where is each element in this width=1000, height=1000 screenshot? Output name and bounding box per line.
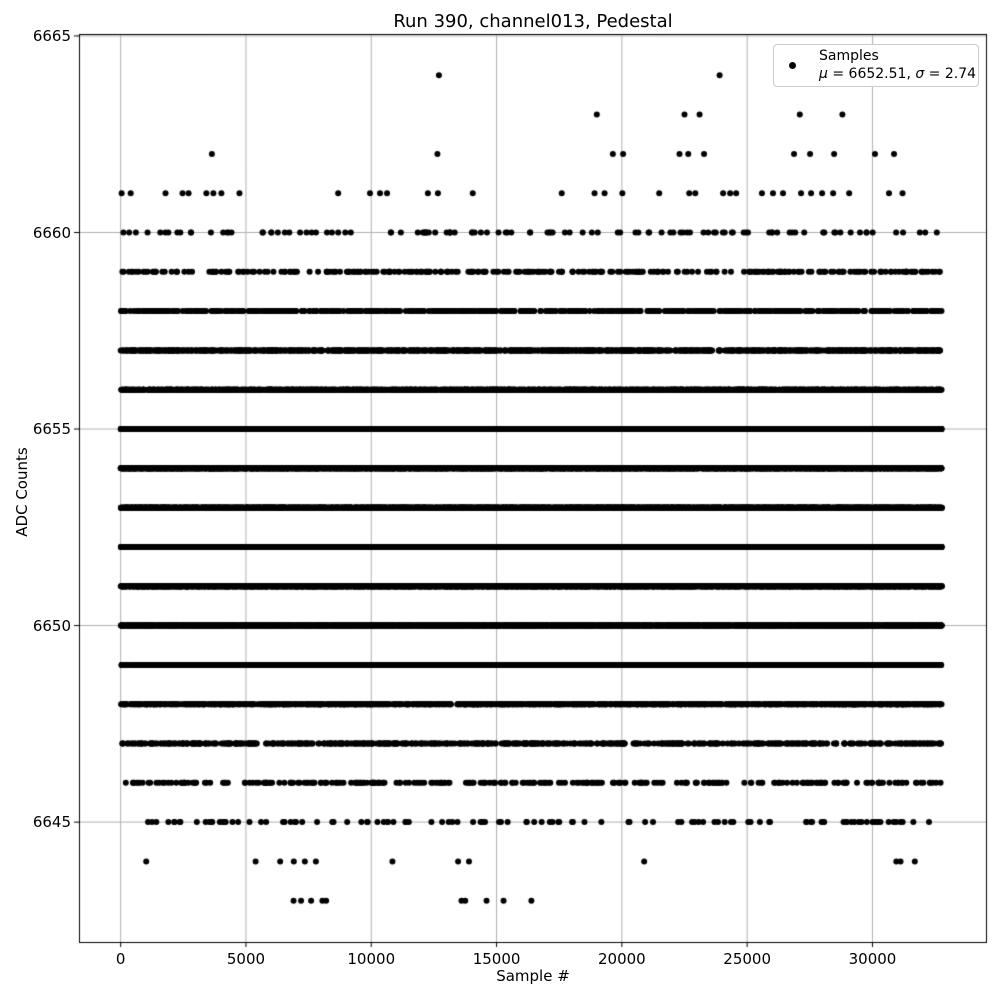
x-tick-label: 15000 bbox=[472, 950, 521, 968]
x-axis-label: Sample # bbox=[496, 967, 570, 985]
y-tick-label: 6665 bbox=[32, 26, 71, 45]
x-tick-label: 10000 bbox=[347, 950, 396, 968]
y-tick-label: 6660 bbox=[32, 223, 71, 242]
x-tick-label: 20000 bbox=[598, 950, 646, 968]
legend-samples-label: Samples bbox=[819, 48, 879, 64]
x-tick-label: 30000 bbox=[848, 950, 897, 968]
samples-marker-icon bbox=[789, 62, 796, 69]
legend-stats-label: μ = 6652.51, σ = 2.74 bbox=[819, 65, 977, 82]
x-tick-label: 5000 bbox=[226, 950, 266, 968]
y-axis-label: ADC Counts bbox=[13, 447, 31, 537]
x-tick-label: 25000 bbox=[723, 950, 772, 968]
chart-title: Run 390, channel013, Pedestal bbox=[393, 11, 673, 32]
y-tick-label: 6655 bbox=[32, 420, 71, 439]
x-tick-label: 0 bbox=[115, 950, 126, 968]
y-tick-label: 6645 bbox=[32, 813, 71, 832]
y-tick-label: 6650 bbox=[32, 616, 71, 635]
legend bbox=[773, 44, 979, 87]
